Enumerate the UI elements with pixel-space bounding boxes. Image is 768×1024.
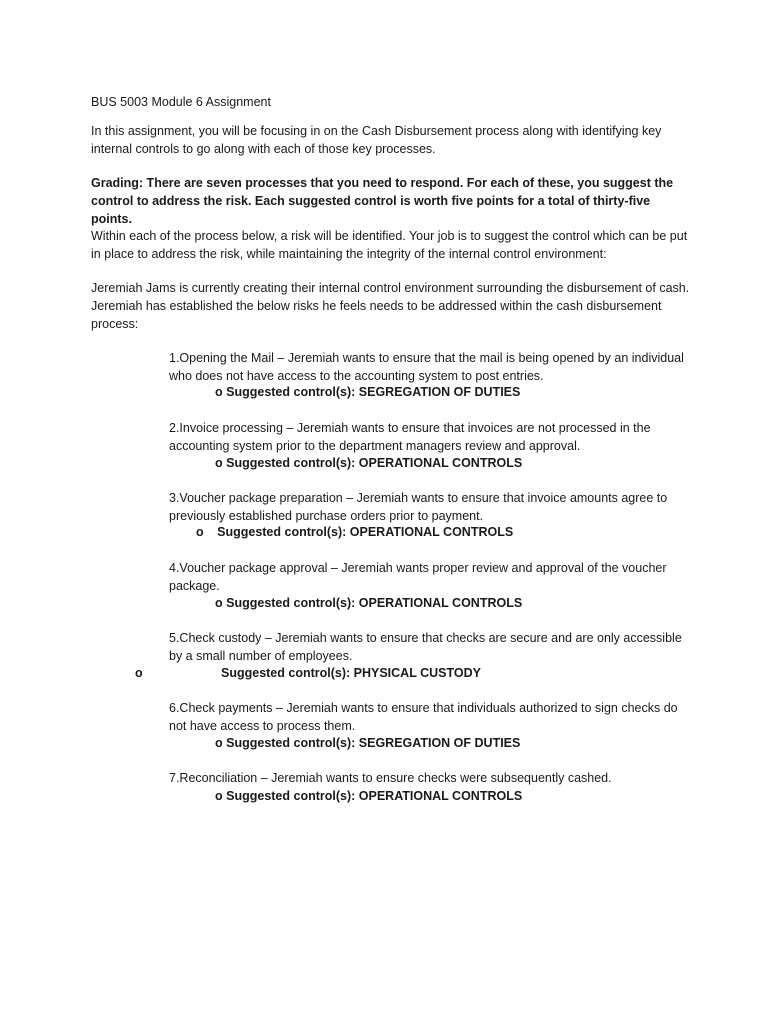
suggested-control-5: Suggested control(s): PHYSICAL CUSTODY bbox=[221, 666, 481, 680]
bullet-marker: o bbox=[196, 525, 204, 539]
suggested-control-4 bbox=[215, 594, 522, 612]
bullet-marker: o bbox=[215, 596, 223, 610]
suggested-control-2 bbox=[215, 454, 522, 472]
suggested-control-text: Suggested control(s): OPERATIONAL CONTROLS bbox=[226, 789, 523, 803]
document-title: BUS 5003 Module 6 Assignment bbox=[91, 95, 271, 109]
process-item-4: 4.Voucher package approval – Jeremiah wants proper review and approval of the voucher package. bbox=[169, 561, 667, 593]
suggested-control-text: Suggested control(s): OPERATIONAL CONTROLS bbox=[226, 596, 523, 610]
suggested-control-text: Suggested control(s): OPERATIONAL CONTROLS bbox=[226, 456, 523, 470]
process-item-1: 1.Opening the Mail – Jeremiah wants to ensure that the mail is being opened by an individual who does not have access to the accounting system to post entries. bbox=[169, 351, 684, 383]
bullet-marker: o bbox=[215, 736, 223, 750]
intro-paragraph: In this assignment, you will be focusing in on the Cash Disbursement process along with identifying key internal controls to go along with each of those key processes. bbox=[91, 124, 662, 156]
instructions-paragraph: Within each of the process below, a risk will be identified. Your job is to suggest the control which can be put in place to address the risk, while maintaining the integrity of the internal control environment: bbox=[91, 229, 688, 261]
suggested-control-6 bbox=[215, 734, 520, 752]
bullet-marker: o bbox=[215, 789, 223, 803]
process-item-3: 3.Voucher package preparation – Jeremiah wants to ensure that invoice amounts agree to previously established purchase orders prior to payment. bbox=[169, 491, 668, 523]
process-item-6: 6.Check payments – Jeremiah wants to ensure that individuals authorized to sign checks do not have access to process them. bbox=[169, 701, 678, 733]
suggested-control-1 bbox=[215, 383, 520, 401]
suggested-control-text: Suggested control(s): SEGREGATION OF DUTIES bbox=[226, 385, 521, 399]
suggested-control-text: Suggested control(s): OPERATIONAL CONTROLS bbox=[217, 525, 514, 539]
suggested-control-3 bbox=[196, 523, 513, 541]
bullet-marker: o bbox=[135, 666, 143, 680]
process-item-7: 7.Reconciliation – Jeremiah wants to ensure checks were subsequently cashed. bbox=[169, 771, 612, 785]
suggested-control-text: Suggested control(s): SEGREGATION OF DUTIES bbox=[226, 736, 521, 750]
process-item-2: 2.Invoice processing – Jeremiah wants to ensure that invoices are not processed in the accounting system prior to the department managers review and approval. bbox=[169, 421, 651, 453]
suggested-control-7 bbox=[215, 787, 522, 805]
bullet-marker: o bbox=[215, 456, 223, 470]
bullet-marker: o bbox=[215, 385, 223, 399]
process-item-5: 5.Check custody – Jeremiah wants to ensure that checks are secure and are only accessible by a small number of employees. bbox=[169, 631, 682, 663]
scenario-paragraph: Jeremiah Jams is currently creating their internal control environment surrounding the disbursement of cash. Jeremiah has established the below risks he feels needs to be addressed within the cash disbursement process: bbox=[91, 281, 690, 331]
grading-paragraph: Grading: There are seven processes that you need to respond. For each of these, you suggest the control to address the risk. Each suggested control is worth five points for a total of thirty-five points. bbox=[91, 176, 674, 226]
